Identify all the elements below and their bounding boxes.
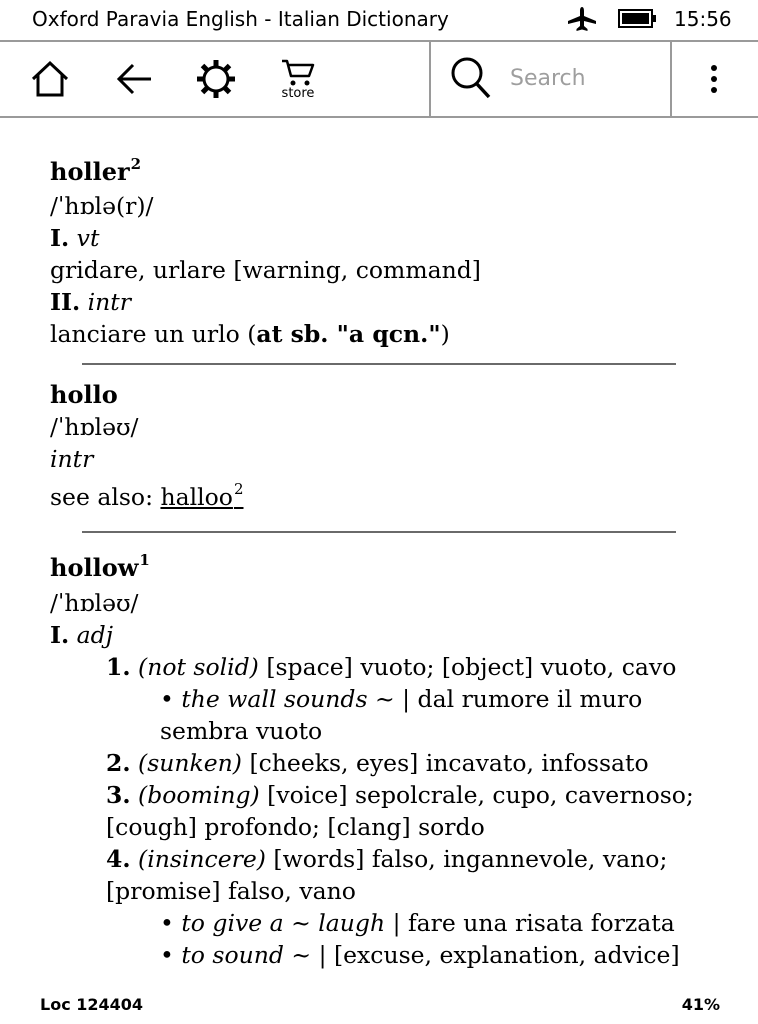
entry-holler — [50, 156, 710, 350]
headword: hollo — [50, 380, 118, 409]
translation: gridare, urlare [warning, command] — [50, 256, 481, 284]
see-also-label: see also: — [50, 483, 161, 511]
entry-divider — [82, 531, 676, 533]
more-vertical-icon — [709, 64, 719, 94]
back-arrow-icon — [114, 59, 154, 99]
example: • the wall sounds ~ | dal rumore il muro — [160, 685, 643, 713]
gloss: (insincere) — [138, 845, 266, 873]
toolbar-divider — [670, 42, 672, 116]
subsense-number: 4. — [106, 845, 131, 873]
store-button[interactable] — [270, 42, 326, 116]
homograph-number: 2 — [130, 155, 142, 173]
translation-continuation: [cough] profondo; [clang] sordo — [106, 813, 485, 841]
translation: [cheeks, eyes] incavato, infossato — [241, 749, 649, 777]
translation: [voice] sepolcrale, cupo, cavernoso; — [259, 781, 694, 809]
airplane-mode-icon — [566, 6, 598, 37]
translation-phrase: at sb. "a qcn." — [256, 320, 441, 348]
cart-icon — [281, 58, 315, 88]
pronunciation: /ˈhɒlə(r)/ — [50, 192, 154, 220]
part-of-speech: adj — [76, 621, 114, 649]
example: • to sound ~ | [excuse, explanation, advice] — [160, 941, 680, 969]
example-en: the wall sounds ~ — [181, 685, 395, 713]
example-it: | [excuse, explanation, advice] — [311, 941, 680, 969]
percent-read: 41% — [681, 995, 720, 1014]
status-bar — [0, 0, 758, 40]
homograph-number: 1 — [139, 551, 150, 569]
example-en: to sound ~ — [181, 941, 312, 969]
gloss: (sunken) — [138, 749, 242, 777]
example-it: | fare una risata forzata — [385, 909, 675, 937]
headword: holler — [50, 157, 130, 186]
gear-icon — [195, 58, 237, 100]
subsense-number: 3. — [106, 781, 131, 809]
entry-hollo — [50, 379, 710, 516]
example: • to give a ~ laugh | fare una risata forzata — [160, 909, 675, 937]
settings-button[interactable] — [190, 42, 242, 116]
battery-icon — [618, 9, 658, 34]
search-input[interactable] — [510, 60, 660, 96]
subsense-number: 2. — [106, 749, 131, 777]
headword: hollow — [50, 553, 139, 582]
toolbar — [0, 40, 758, 118]
store-label: store — [281, 85, 315, 101]
translation-text: ) — [440, 320, 450, 348]
location-indicator: Loc 124404 — [40, 995, 144, 1014]
entry-hollow — [50, 552, 710, 971]
clock: 15:56 — [674, 7, 732, 31]
back-button[interactable] — [108, 42, 160, 116]
subsense — [50, 747, 710, 779]
translation-text: lanciare un urlo ( — [50, 320, 257, 348]
part-of-speech: intr — [87, 288, 131, 316]
pronunciation: /ˈhɒləʊ/ — [50, 413, 139, 441]
subsense-number: 1. — [106, 653, 131, 681]
homograph-number: 2 — [233, 480, 244, 498]
sense-number: II. — [50, 288, 81, 316]
subsense — [50, 651, 710, 683]
home-icon — [30, 59, 70, 99]
sense-number: I. — [50, 621, 70, 649]
see-also-link[interactable] — [160, 480, 244, 511]
dictionary-content — [50, 156, 710, 971]
part-of-speech: intr — [50, 445, 94, 473]
translation: [space] vuoto; [object] vuoto, cavo — [258, 653, 677, 681]
example-en: to give a ~ laugh — [181, 909, 386, 937]
translation — [50, 318, 710, 350]
gloss: (booming) — [138, 781, 260, 809]
translation-continuation: [promise] falso, vano — [106, 877, 356, 905]
link-text: halloo — [160, 483, 233, 511]
toolbar-divider — [429, 42, 431, 116]
search-box[interactable] — [432, 42, 670, 116]
subsense — [50, 843, 710, 875]
gloss: (not solid) — [138, 653, 259, 681]
subsense — [50, 779, 710, 811]
translation: [words] falso, ingannevole, vano; — [265, 845, 668, 873]
example-it: | dal rumore il muro — [394, 685, 643, 713]
search-icon — [450, 56, 492, 100]
entry-divider — [82, 363, 676, 365]
part-of-speech: vt — [76, 224, 100, 252]
pronunciation: /ˈhɒləʊ/ — [50, 589, 139, 617]
example-continuation: sembra vuoto — [160, 717, 323, 745]
home-button[interactable] — [24, 42, 76, 116]
menu-button[interactable] — [690, 42, 738, 116]
app-title: Oxford Paravia English - Italian Dictionary — [32, 7, 449, 31]
sense-number: I. — [50, 224, 70, 252]
